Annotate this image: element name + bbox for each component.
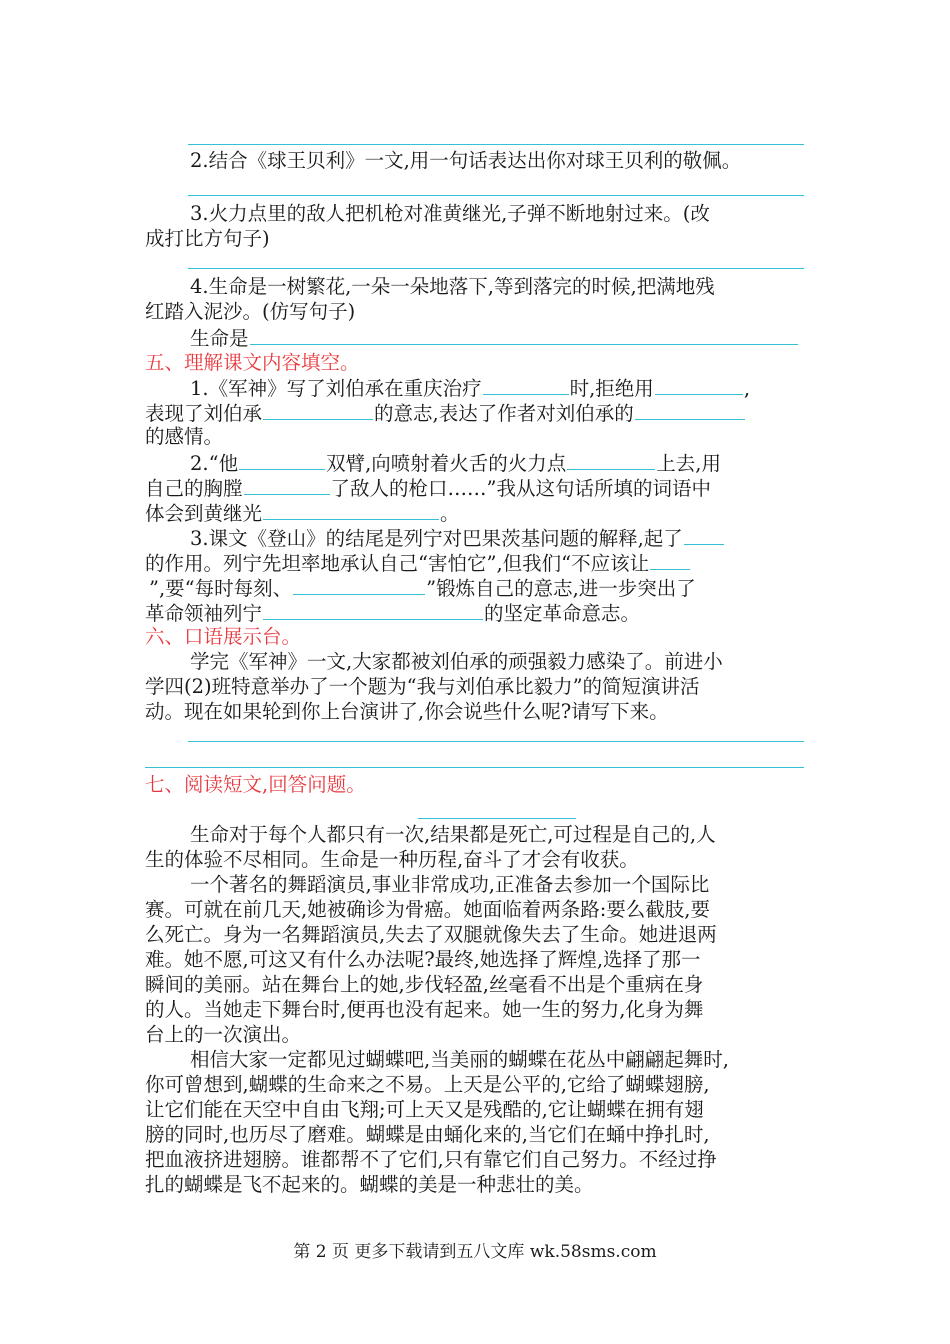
blank[interactable] — [239, 449, 325, 470]
question-text: 2.结合《球王贝利》一文,用一句话表达出你对球王贝利的敬佩。 — [190, 149, 742, 172]
question-line — [145, 574, 805, 602]
blank[interactable] — [635, 399, 745, 420]
blank[interactable] — [650, 549, 690, 570]
question-line — [145, 599, 805, 627]
paragraph-line: 学四(2)班特意举办了一个题为“我与刘伯承比毅力”的简短演讲活 — [145, 675, 700, 698]
passage-line: 扎的蝴蝶是飞不起来的。蝴蝶的美是一种悲壮的美。 — [145, 1173, 594, 1196]
text: 2.“他 — [190, 452, 239, 475]
section-heading: 七、阅读短文,回答问题。 — [145, 773, 366, 796]
blank[interactable] — [263, 599, 483, 620]
text: 1.《军神》写了刘伯承在重庆治疗 — [190, 377, 482, 400]
blank[interactable] — [146, 575, 148, 595]
text: ”锻炼自己的意志,进一步突出了 — [426, 577, 696, 600]
passage-line: 么死亡。身为一名舞蹈演员,失去了双腿就像失去了生命。她进退两 — [145, 923, 717, 946]
question-line — [145, 499, 805, 527]
text: 的坚定革命意志。 — [484, 602, 641, 625]
question-text: 成打比方句子) — [145, 227, 270, 250]
blank[interactable] — [244, 474, 330, 495]
section-heading: 六、口语展示台。 — [145, 625, 302, 648]
text: 。 — [440, 502, 460, 525]
question-line — [190, 524, 805, 552]
blank[interactable] — [684, 524, 724, 545]
answer-prefix: 生命是 — [190, 327, 249, 350]
answer-row — [190, 324, 805, 352]
passage-line: 你可曾想到,蝴蝶的生命来之不易。上天是公平的,它给了蝴蝶翅膀, — [145, 1073, 710, 1096]
passage-line: 生的体验不尽相同。生命是一种历程,奋斗了才会有收获。 — [145, 848, 639, 871]
blank[interactable] — [250, 324, 798, 345]
blank[interactable] — [483, 374, 569, 395]
text: 的作用。列宁先坦率地承认自己“害怕它”,但我们“不应该让 — [145, 552, 650, 575]
text: 体会到黄继光 — [145, 502, 263, 525]
question-line — [145, 474, 805, 502]
question-text: 4.生命是一树繁花,一朵一朵地落下,等到落完的时候,把满地残 — [190, 275, 715, 298]
blank[interactable] — [263, 499, 439, 520]
passage-line: 生命对于每个人都只有一次,结果都是死亡,可过程是自己的,人 — [190, 823, 716, 846]
blank[interactable] — [567, 449, 655, 470]
blank[interactable] — [655, 374, 743, 395]
text: 革命领袖列宁 — [145, 602, 263, 625]
passage-line: 台上的一次演出。 — [145, 1023, 302, 1046]
blank[interactable] — [263, 399, 373, 420]
question-line — [190, 374, 805, 402]
question-line — [145, 549, 805, 577]
question-line: 的感情。 — [145, 425, 224, 448]
text: , — [743, 377, 751, 400]
passage-line: 难。她不愿,可这又有什么办法呢?最终,她选择了辉煌,选择了那一 — [145, 948, 701, 971]
text: 了敌人的枪口……”我从这句话所填的词语中 — [330, 477, 711, 500]
passage-line: 把血液挤进翅膀。谁都帮不了它们,只有靠它们自己努力。不经过挣 — [145, 1148, 717, 1171]
question-text: 3.火力点里的敌人把机枪对准黄继光,子弹不断地射过来。(改 — [190, 202, 710, 225]
page-footer: 第 2 页 更多下载请到五八文库 wk.58sms.com — [293, 1242, 657, 1262]
passage-line: 赛。可就在前几天,她被确诊为骨癌。她面临着两条路:要么截肢,要 — [145, 898, 710, 921]
text: 3.课文《登山》的结尾是列宁对巴果茨基问题的解释,起了 — [190, 527, 683, 550]
question-line — [190, 449, 805, 477]
passage-line: 让它们能在天空中自由飞翔;可上天又是残酷的,它让蝴蝶在拥有翅 — [145, 1098, 704, 1121]
passage-line: 膀的同时,也历尽了磨难。蝴蝶是由蛹化来的,当它们在蛹中挣扎时, — [145, 1123, 710, 1146]
answer-line[interactable] — [188, 195, 804, 196]
text: 表现了刘伯承 — [145, 402, 263, 425]
passage-line: 的人。当她走下舞台时,便再也没有起来。她一生的努力,化身为舞 — [145, 998, 704, 1021]
question-text: 红踏入泥沙。(仿写句子) — [145, 300, 356, 323]
question-line — [145, 399, 805, 427]
text: 的意志,表达了作者对刘伯承的 — [374, 402, 634, 425]
answer-line[interactable] — [188, 144, 804, 145]
text: 双臂,向喷射着火舌的火力点 — [326, 452, 567, 475]
text: 自己的胸膛 — [145, 477, 243, 500]
answer-line[interactable] — [188, 268, 804, 269]
text: 上去,用 — [656, 452, 721, 475]
answer-line[interactable] — [188, 741, 804, 742]
passage-line: 相信大家一定都见过蝴蝶吧,当美丽的蝴蝶在花丛中翩翩起舞时, — [190, 1048, 729, 1071]
paragraph-line: 动。现在如果轮到你上台演讲了,你会说些什么呢?请写下来。 — [145, 700, 669, 723]
blank[interactable] — [293, 574, 425, 595]
passage-line: 一个著名的舞蹈演员,事业非常成功,正准备去参加一个国际比 — [190, 873, 710, 896]
paragraph-line: 学完《军神》一文,大家都被刘伯承的顽强毅力感染了。前进小 — [190, 650, 723, 673]
answer-line[interactable] — [145, 767, 804, 768]
passage-title-line[interactable] — [418, 818, 576, 819]
section-heading: 五、理解课文内容填空。 — [145, 351, 360, 374]
text: ”,要“每时每刻、 — [149, 577, 293, 600]
text: 时,拒绝用 — [569, 377, 654, 400]
passage-line: 瞬间的美丽。站在舞台上的她,步伐轻盈,丝毫看不出是个重病在身 — [145, 973, 704, 996]
